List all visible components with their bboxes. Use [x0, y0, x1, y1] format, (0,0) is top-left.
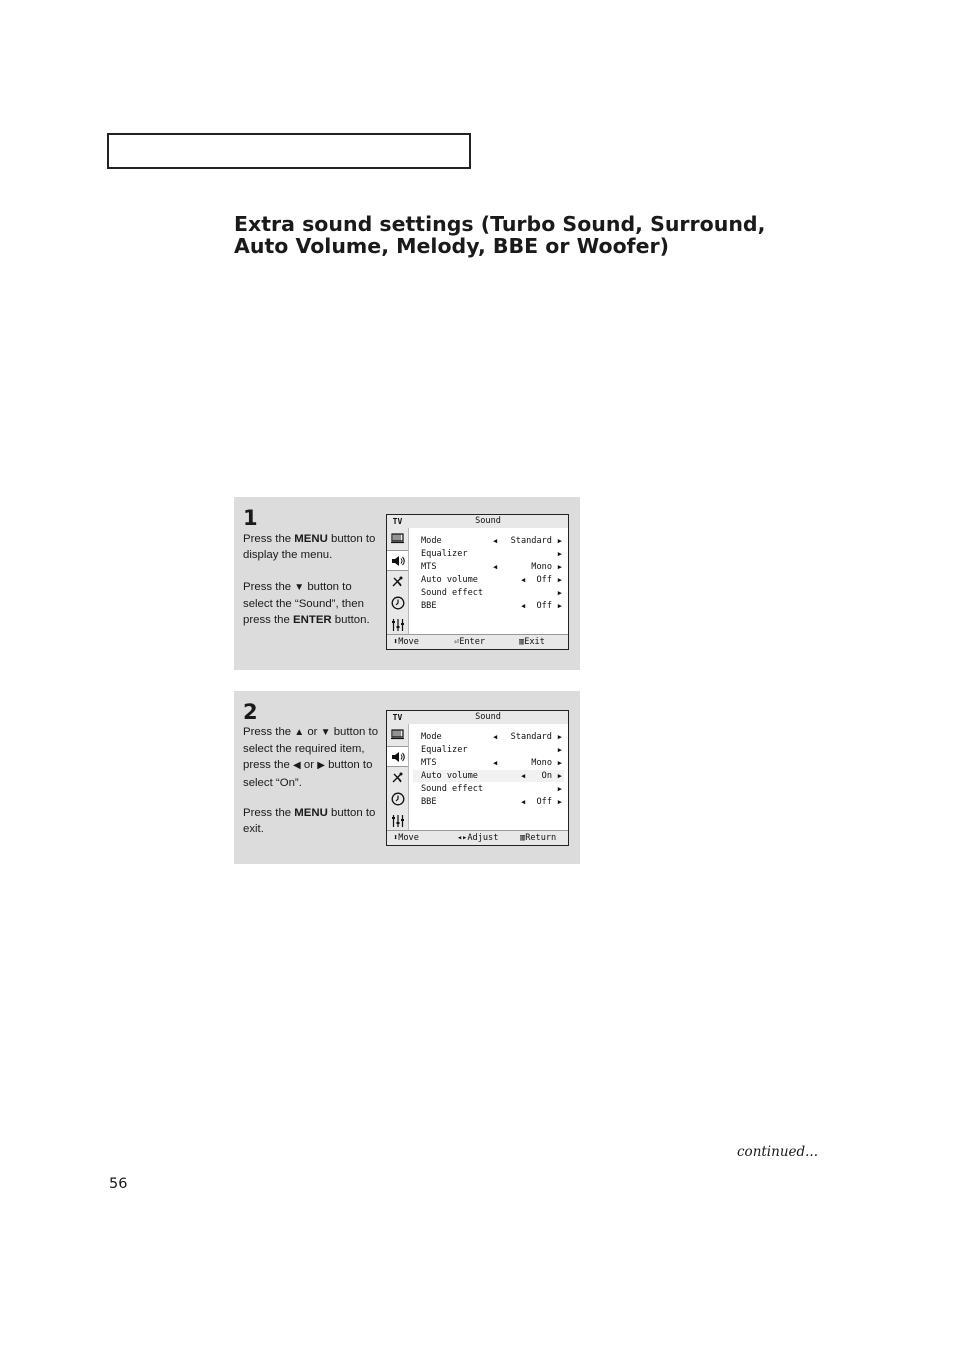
right-arrow-icon: ▶	[557, 798, 562, 806]
step-number: 2	[243, 700, 258, 724]
menu-row-mode[interactable]: Mode ◀ Standard ▶	[421, 732, 562, 742]
footer-move: ⬍Move	[393, 833, 419, 843]
menu-row-bbe[interactable]: BBE ◀ Off ▶	[421, 601, 562, 611]
tv-label: TV	[392, 713, 403, 722]
step-1-paragraph-2: Press the ▼ button to select the “Sound”, then press the ENTER button.	[243, 581, 370, 627]
menu-row-auto-volume[interactable]: Auto volume ◀ On ▶	[413, 770, 564, 782]
page-number: 56	[109, 1176, 128, 1192]
step-2-paragraph-1: Press the ▲ or ▼ button to select the required item, press the ◀ or ▶ button to select “On”.	[243, 726, 379, 789]
left-arrow-icon: ◀	[493, 563, 498, 571]
updown-arrow-icon: ⬍	[393, 637, 399, 647]
right-arrow-icon: ▶	[557, 537, 562, 545]
right-arrow-icon: ▶	[557, 589, 562, 597]
right-arrow-icon: ▶	[557, 576, 562, 584]
speaker-icon	[387, 550, 408, 571]
footer-adjust: ◂▸Adjust	[457, 833, 499, 843]
step-1-paragraph-1: Press the MENU button to display the menu.	[243, 533, 376, 562]
menu-row-mode[interactable]: Mode ◀ Standard ▶	[421, 536, 562, 546]
left-arrow-icon: ◀	[493, 537, 498, 545]
osd-footer	[387, 830, 568, 845]
menu-icon: ▥	[520, 833, 526, 843]
left-arrow-icon: ◀	[521, 576, 526, 584]
osd-title: Sound	[408, 711, 568, 724]
updown-arrow-icon: ⬍	[393, 833, 399, 843]
right-arrow-icon: ▶	[557, 550, 562, 558]
menu-row-equalizer[interactable]: Equalizer ▶	[421, 745, 562, 755]
header-box	[107, 133, 471, 169]
clock-icon	[389, 790, 406, 807]
tv-label: TV	[392, 517, 403, 526]
right-arrow-icon: ▶	[557, 759, 562, 767]
setup-sliders-icon	[389, 812, 406, 829]
menu-row-auto-volume[interactable]: Auto volume ◀ Off ▶	[421, 575, 562, 585]
left-arrow-icon: ◀	[521, 798, 526, 806]
step-2-paragraph-2: Press the MENU button to exit.	[243, 807, 376, 836]
menu-icon: ▥	[519, 637, 525, 647]
footer-move: ⬍Move	[393, 637, 419, 647]
menu-row-sound-effect[interactable]: Sound effect ▶	[421, 784, 562, 794]
right-arrow-icon: ▶	[557, 563, 562, 571]
left-arrow-icon: ◀	[493, 733, 498, 741]
step-2-panel	[234, 691, 580, 864]
menu-row-mts[interactable]: MTS ◀ Mono ▶	[421, 562, 562, 572]
menu-row-mts[interactable]: MTS ◀ Mono ▶	[421, 758, 562, 768]
left-arrow-icon: ◀	[521, 772, 526, 780]
footer-exit: ▥Exit	[519, 637, 545, 647]
leftright-arrow-icon: ◂▸	[457, 833, 468, 843]
menu-row-bbe[interactable]: BBE ◀ Off ▶	[421, 797, 562, 807]
right-arrow-icon: ▶	[557, 733, 562, 741]
clock-icon	[389, 594, 406, 611]
enter-icon: ⏎	[454, 637, 460, 647]
continued-note: continued...	[737, 1144, 819, 1160]
right-arrow-icon: ▶	[557, 602, 562, 610]
right-arrow-icon: ▶	[557, 785, 562, 793]
page-title: Extra sound settings (Turbo Sound, Surround, Auto Volume, Melody, BBE or Woofer)	[234, 212, 766, 258]
menu-row-sound-effect[interactable]: Sound effect ▶	[421, 588, 562, 598]
step-number: 1	[243, 506, 258, 530]
picture-icon	[389, 530, 406, 547]
osd-footer	[387, 634, 568, 649]
sound-menu-screen	[386, 710, 569, 846]
menu-row-equalizer[interactable]: Equalizer ▶	[421, 549, 562, 559]
sound-menu-screen	[386, 514, 569, 650]
picture-icon	[389, 726, 406, 743]
osd-sidebar	[387, 515, 409, 636]
antenna-icon	[389, 573, 406, 590]
speaker-icon	[387, 746, 408, 767]
left-arrow-icon: ◀	[493, 759, 498, 767]
antenna-icon	[389, 769, 406, 786]
right-arrow-icon: ▶	[557, 746, 562, 754]
footer-enter: ⏎Enter	[454, 637, 486, 647]
osd-title: Sound	[408, 515, 568, 528]
footer-return: ▥Return	[520, 833, 557, 843]
step-1-panel	[234, 497, 580, 670]
osd-sidebar	[387, 711, 409, 832]
left-arrow-icon: ◀	[521, 602, 526, 610]
right-arrow-icon: ▶	[557, 772, 562, 780]
setup-sliders-icon	[389, 616, 406, 633]
